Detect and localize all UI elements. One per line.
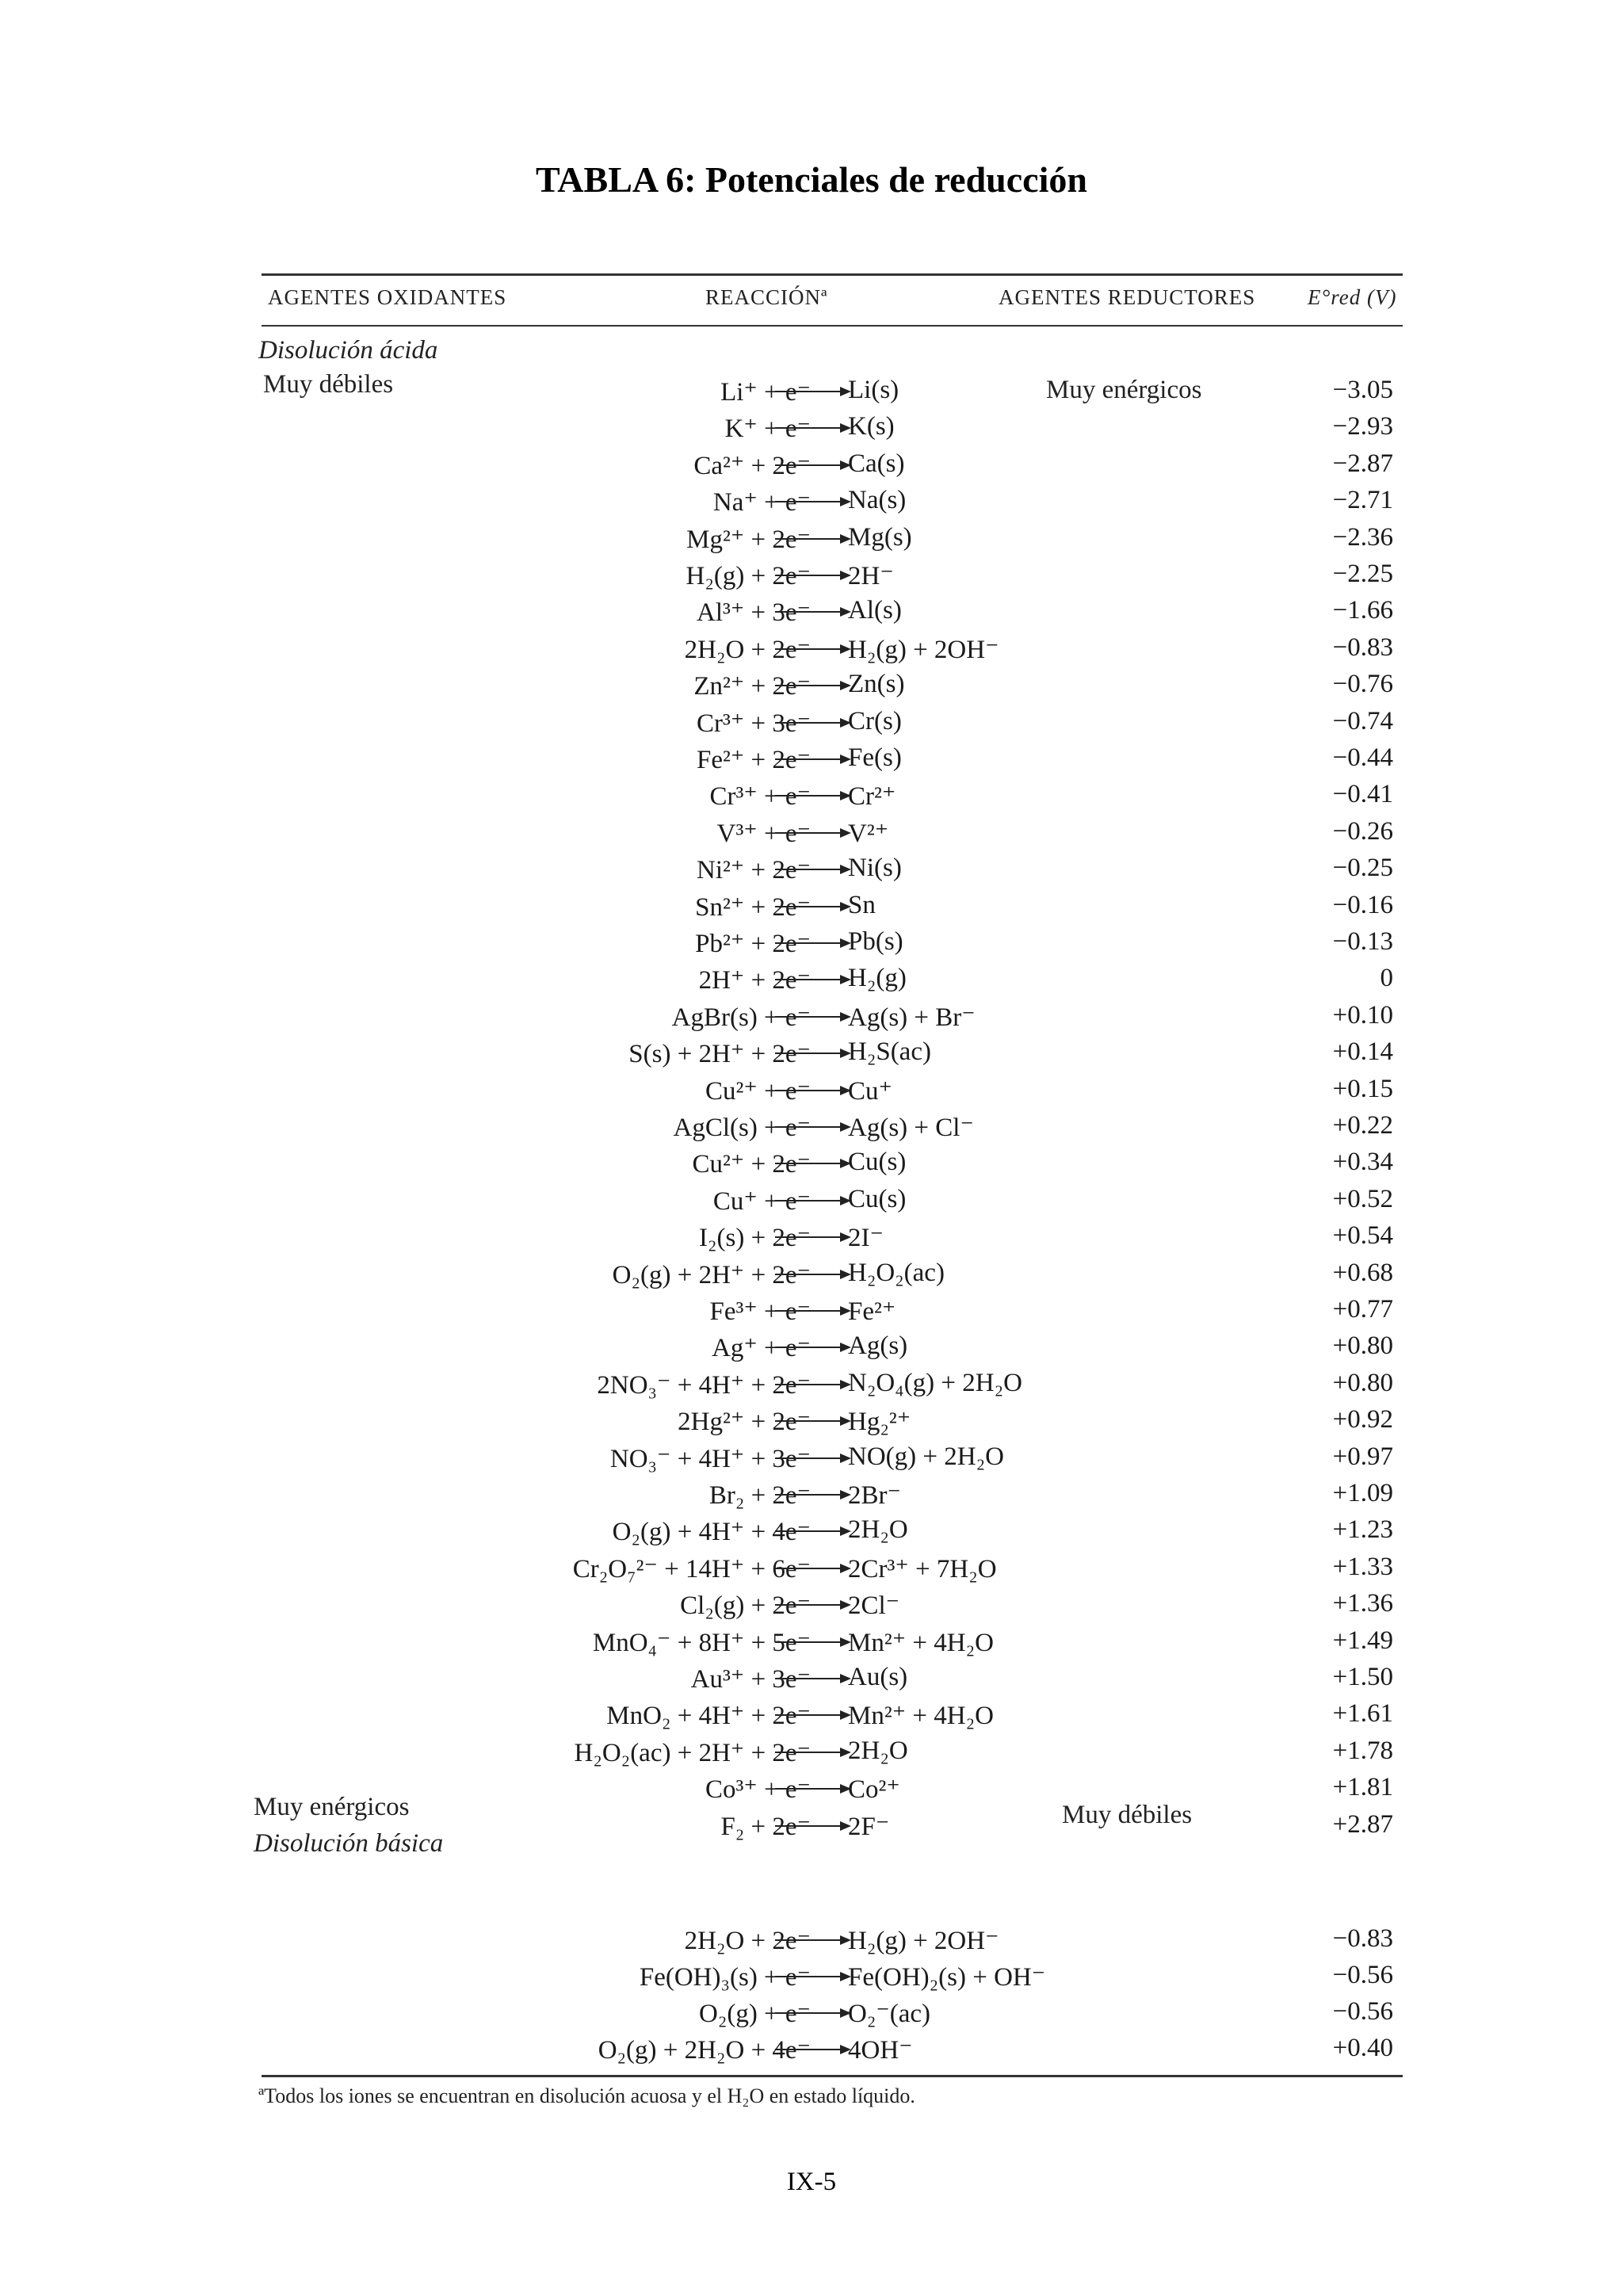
oxidized-species: AgCl(s) + e⁻ [673, 1114, 811, 1142]
reduction-potential: +1.81 [1332, 1773, 1393, 1802]
reduction-potential: +2.87 [1332, 1809, 1393, 1839]
oxidized-species: Cu²⁺ + 2e⁻ [692, 1150, 811, 1179]
reaction-row [0, 2034, 1623, 2070]
strong-oxidants-label: Muy enérgicos [254, 1793, 410, 1821]
reduction-potential: −0.41 [1332, 780, 1393, 809]
reduced-species: H₂S(ac) [848, 1037, 931, 1067]
reduction-potential: +0.15 [1332, 1074, 1393, 1103]
reduction-potential: −2.71 [1332, 486, 1393, 515]
reduction-potential: +1.09 [1332, 1479, 1393, 1507]
reaction-row [0, 376, 1623, 412]
reaction-row [0, 1997, 1623, 2034]
reduced-species: K(s) [848, 412, 895, 441]
reduction-potential: +0.52 [1332, 1184, 1393, 1213]
reaction-row [0, 1369, 1623, 1405]
reduction-potential: −2.25 [1332, 560, 1393, 588]
footnote: ªTodos los iones se encuentran en disolución acuosa y el H₂O en estado líquido. [258, 2084, 915, 2107]
reduced-species: Cu(s) [848, 1184, 907, 1213]
oxidized-species: Mg²⁺ + 2e⁻ [686, 525, 811, 554]
oxidized-species: 2Hg²⁺ + 2e⁻ [678, 1408, 811, 1437]
reaction-row [0, 1773, 1623, 1809]
reaction-row [0, 1961, 1623, 1997]
reduced-species: V²⁺ [848, 819, 889, 848]
reaction-row [0, 412, 1623, 449]
reduced-species: H₂(g) + 2OH⁻ [848, 1927, 999, 1955]
oxidized-species: Ni²⁺ + 2e⁻ [697, 856, 811, 885]
oxidized-species: Fe²⁺ + 2e⁻ [697, 746, 811, 774]
reduced-species: H₂(g) + 2OH⁻ [848, 635, 999, 664]
oxidized-species: 2H₂O + 2e⁻ [684, 635, 811, 664]
reduction-potential: +0.80 [1332, 1331, 1393, 1361]
oxidized-species: Al³⁺ + 3e⁻ [697, 598, 811, 628]
oxidized-species: MnO₄⁻ + 8H⁺ + 5e⁻ [592, 1628, 811, 1657]
reduction-potential: +1.61 [1332, 1699, 1393, 1729]
reaction-row [0, 891, 1623, 927]
reduced-species: 2H⁻ [848, 562, 894, 590]
reaction-row [0, 1185, 1623, 1221]
oxidized-species: NO₃⁻ + 4H⁺ + 3e⁻ [609, 1444, 811, 1473]
reduced-species: Ag(s) + Br⁻ [848, 1003, 976, 1032]
oxidized-species: Fe³⁺ + e⁻ [709, 1297, 811, 1326]
reduced-species: Ni(s) [848, 854, 902, 883]
reaction-row [0, 449, 1623, 486]
reduced-species: 2H₂O [848, 1515, 908, 1545]
oxidized-species: F₂ + 2e⁻ [720, 1812, 811, 1841]
reduced-species: Fe(OH)₂(s) + OH⁻ [848, 1963, 1046, 1992]
reduced-species: Cr²⁺ [848, 782, 896, 812]
strong-reductants-label: Muy enérgicos [1046, 376, 1202, 404]
reduced-species: Cu(s) [848, 1148, 907, 1177]
reduced-species: Cr(s) [848, 706, 902, 735]
weak-oxidants-label: Muy débiles [263, 370, 394, 399]
reaction-row [0, 1075, 1623, 1111]
reduced-species: Pb(s) [848, 927, 903, 956]
reduction-potential: −2.87 [1332, 449, 1393, 478]
reduced-species: Hg₂²⁺ [848, 1408, 911, 1437]
acid-solution-label: Disolución ácida [258, 336, 438, 365]
oxidized-species: Pb²⁺ + 2e⁻ [695, 930, 811, 958]
reaction-row [0, 670, 1623, 706]
oxidized-species: H₂(g) + 2e⁻ [685, 562, 811, 590]
reaction-row [0, 1736, 1623, 1773]
reduction-potential: −1.66 [1332, 596, 1393, 625]
oxidized-species: Cr³⁺ + e⁻ [709, 782, 811, 812]
oxidized-species: Cu²⁺ + e⁻ [705, 1076, 811, 1106]
reduction-potential: 0 [1380, 964, 1393, 993]
reduction-potential: −0.44 [1332, 743, 1393, 772]
reduction-potential: +1.36 [1332, 1589, 1393, 1618]
oxidized-species: Li⁺ + e⁻ [720, 378, 811, 407]
reaction-row [0, 1810, 1623, 1847]
oxidized-species: O₂(g) + e⁻ [699, 2000, 811, 2028]
oxidized-species: MnO₂ + 4H⁺ + 2e⁻ [606, 1702, 811, 1731]
reduction-potential: +0.80 [1332, 1368, 1393, 1397]
reaction-row [0, 1259, 1623, 1295]
reaction-row [0, 1442, 1623, 1479]
reduction-potential: −0.26 [1332, 816, 1393, 846]
reduced-species: 2Cl⁻ [848, 1591, 900, 1621]
reduction-potential: +0.54 [1332, 1221, 1393, 1251]
reduction-potential: +0.10 [1332, 1000, 1393, 1030]
reduction-potential: −0.83 [1332, 632, 1393, 662]
reduced-species: NO(g) + 2H₂O [848, 1442, 1004, 1471]
reduction-potential: +1.23 [1332, 1515, 1393, 1545]
reaction-row [0, 560, 1623, 596]
oxidized-species: Ca²⁺ + 2e⁻ [693, 451, 811, 480]
header-rule [262, 325, 1403, 327]
bottom-rule [262, 2075, 1403, 2077]
oxidized-species: H₂O₂(ac) + 2H⁺ + 2e⁻ [574, 1738, 811, 1767]
reduction-potential: −0.13 [1332, 927, 1393, 956]
reduced-species: Ca(s) [848, 449, 905, 478]
reaction-row [0, 854, 1623, 890]
header-reductants: AGENTES REDUCTORES [999, 285, 1256, 309]
oxidized-species: Cr₂O₇²⁻ + 14H⁺ + 6e⁻ [572, 1554, 811, 1584]
reduced-species: Li(s) [848, 376, 899, 404]
reduced-species: Mg(s) [848, 522, 912, 552]
oxidized-species: Sn²⁺ + 2e⁻ [695, 892, 811, 922]
reaction-row [0, 1295, 1623, 1331]
reaction-row [0, 486, 1623, 522]
reduction-potential: +0.97 [1332, 1442, 1393, 1471]
oxidized-species: AgBr(s) + e⁻ [671, 1003, 811, 1032]
oxidized-species: I₂(s) + 2e⁻ [699, 1224, 811, 1253]
reaction-row [0, 1924, 1623, 1961]
reduced-species: Co²⁺ [848, 1775, 900, 1805]
reaction-row [0, 1515, 1623, 1552]
reduction-potential: −0.25 [1332, 854, 1393, 883]
weak-reductants-label: Muy débiles [1062, 1801, 1193, 1829]
oxidized-species: 2H₂O + 2e⁻ [684, 1927, 811, 1955]
oxidized-species: Fe(OH)₃(s) + e⁻ [639, 1963, 811, 1992]
reduced-species: Zn(s) [848, 670, 905, 699]
oxidized-species: O₂(g) + 2H⁺ + 2e⁻ [612, 1260, 811, 1289]
reduced-species: Fe(s) [848, 743, 902, 772]
oxidized-species: Cr³⁺ + 3e⁻ [697, 709, 811, 738]
reduced-species: Mn²⁺ + 4H₂O [848, 1702, 994, 1731]
reduced-species: Sn [848, 890, 876, 919]
reaction-row [0, 1221, 1623, 1258]
reduction-potential: −0.56 [1332, 1997, 1393, 2026]
reduction-potential: −0.83 [1332, 1924, 1393, 1953]
reaction-row [0, 1405, 1623, 1442]
reduced-species: Fe²⁺ [848, 1297, 896, 1326]
basic-solution-label: Disolución básica [254, 1829, 444, 1858]
reduction-potential: +1.49 [1332, 1626, 1393, 1655]
oxidized-species: Ag⁺ + e⁻ [712, 1334, 811, 1363]
reduction-potential: +0.22 [1332, 1111, 1393, 1140]
reduced-species: 4OH⁻ [848, 2036, 913, 2065]
reduced-species: Al(s) [848, 596, 902, 625]
oxidized-species: Br₂ + 2e⁻ [708, 1481, 811, 1510]
oxidized-species: Cl₂(g) + 2e⁻ [680, 1591, 811, 1621]
page-title: TABLA 6: Potenciales de reducción [536, 159, 1087, 200]
oxidized-species: Cu⁺ + e⁻ [712, 1186, 811, 1216]
reaction-row [0, 707, 1623, 743]
reduction-potential: −0.74 [1332, 706, 1393, 735]
reduced-species: Ag(s) + Cl⁻ [848, 1114, 974, 1142]
reduction-potential: +0.92 [1332, 1405, 1393, 1435]
header-oxidants: AGENTES OXIDANTES [268, 285, 507, 309]
oxidized-species: S(s) + 2H⁺ + 2e⁻ [628, 1040, 811, 1069]
reaction-row [0, 1663, 1623, 1699]
oxidized-species: 2NO₃⁻ + 4H⁺ + 2e⁻ [597, 1370, 811, 1400]
reaction-row [0, 1553, 1623, 1589]
reaction-row [0, 817, 1623, 854]
reduction-potential: +0.34 [1332, 1148, 1393, 1177]
reduction-potential: +0.40 [1332, 2034, 1393, 2062]
reduction-potential: −0.16 [1332, 890, 1393, 919]
header-potential: E°red (V) [1308, 285, 1397, 309]
reaction-row [0, 743, 1623, 780]
reduced-species: 2Cr³⁺ + 7H₂O [848, 1554, 997, 1584]
reaction-row [0, 964, 1623, 1000]
oxidized-species: Co³⁺ + e⁻ [705, 1775, 811, 1805]
reduced-species: Mn²⁺ + 4H₂O [848, 1628, 994, 1657]
top-rule [262, 273, 1403, 276]
reduced-species: 2Br⁻ [848, 1481, 901, 1510]
reduced-species: Na(s) [848, 486, 907, 515]
reaction-row [0, 1148, 1623, 1184]
oxidized-species: V³⁺ + e⁻ [716, 819, 811, 848]
oxidized-species: O₂(g) + 2H₂O + 4e⁻ [598, 2036, 811, 2065]
reduced-species: 2F⁻ [848, 1812, 890, 1841]
oxidized-species: K⁺ + e⁻ [724, 415, 811, 444]
reaction-row [0, 1626, 1623, 1663]
reaction-row [0, 633, 1623, 670]
reaction-row [0, 1037, 1623, 1074]
reduction-potential: +0.14 [1332, 1037, 1393, 1067]
reduced-species: H₂O₂(ac) [848, 1258, 945, 1287]
oxidized-species: Na⁺ + e⁻ [712, 488, 811, 518]
reaction-row [0, 1001, 1623, 1037]
reaction-row [0, 523, 1623, 560]
reduction-potential: +1.33 [1332, 1552, 1393, 1581]
reduction-potential: +0.77 [1332, 1295, 1393, 1324]
reaction-row [0, 1589, 1623, 1626]
reduced-species: H₂(g) [848, 964, 907, 993]
page-number: IX-5 [786, 2168, 837, 2196]
reduction-potential: −0.56 [1332, 1961, 1393, 1989]
reduction-potential: −2.36 [1332, 522, 1393, 552]
reaction-row [0, 596, 1623, 632]
reduced-species: Au(s) [848, 1663, 908, 1691]
reaction-row [0, 1699, 1623, 1736]
reduced-species: N₂O₄(g) + 2H₂O [848, 1368, 1022, 1397]
reaction-row [0, 1479, 1623, 1515]
reduced-species: 2H₂O [848, 1736, 908, 1765]
reduction-potential: +1.50 [1332, 1663, 1393, 1691]
reduced-species: Cu⁺ [848, 1076, 892, 1106]
reduced-species: Ag(s) [848, 1331, 908, 1361]
reduced-species: 2I⁻ [848, 1224, 884, 1253]
reduced-species: O₂⁻(ac) [848, 2000, 931, 2028]
oxidized-species: 2H⁺ + 2e⁻ [698, 966, 811, 995]
reduction-potential: +1.78 [1332, 1736, 1393, 1765]
reduction-potential: −2.93 [1332, 412, 1393, 441]
reaction-row [0, 1331, 1623, 1368]
reduction-potential: +0.68 [1332, 1258, 1393, 1287]
oxidized-species: O₂(g) + 4H⁺ + 4e⁻ [612, 1518, 811, 1547]
reaction-row [0, 1111, 1623, 1148]
reduction-potential: −0.76 [1332, 670, 1393, 699]
header-reaction: REACCIÓNª [705, 285, 828, 309]
oxidized-species: Zn²⁺ + 2e⁻ [693, 672, 811, 701]
reaction-row [0, 927, 1623, 964]
oxidized-species: Au³⁺ + 3e⁻ [690, 1665, 811, 1694]
reduction-potential: −3.05 [1332, 376, 1393, 404]
reaction-row [0, 780, 1623, 816]
